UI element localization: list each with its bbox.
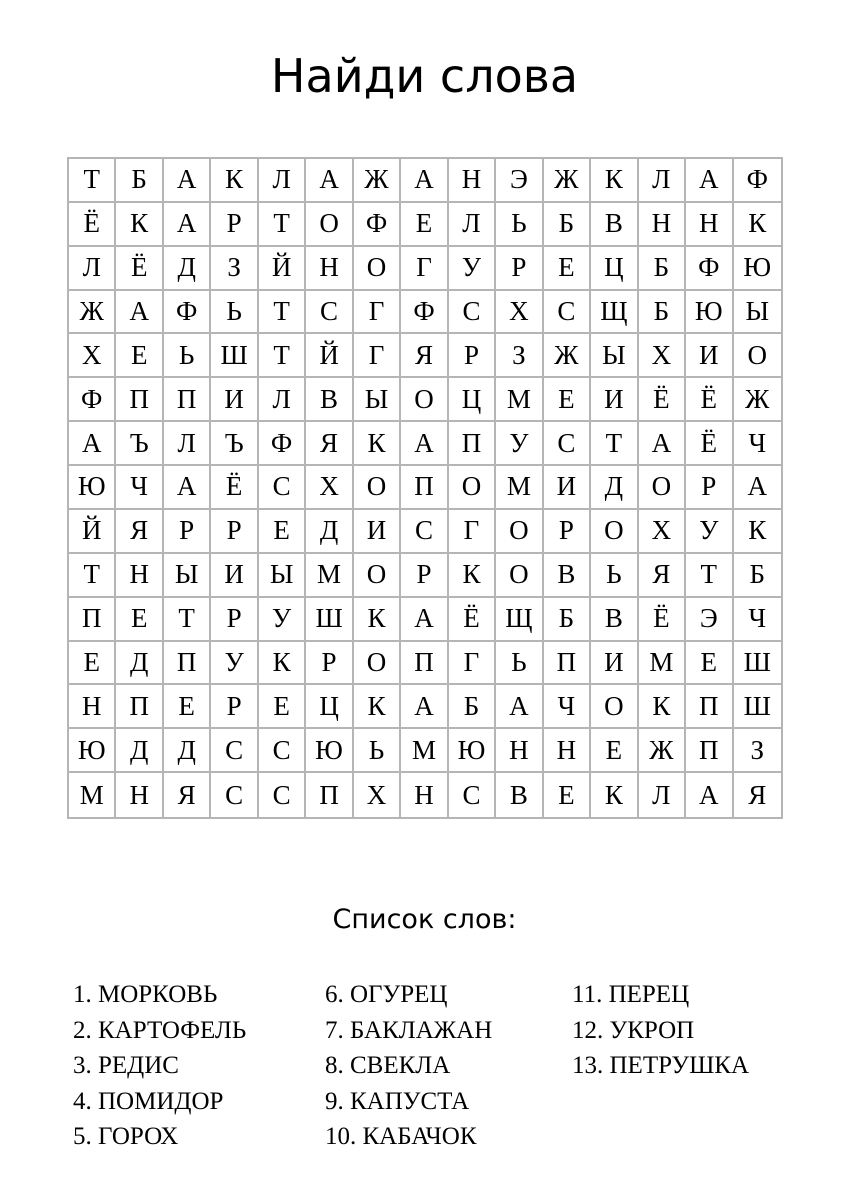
word-list-item: 10. КАБАЧОК xyxy=(325,1123,477,1150)
grid-cell: Ж xyxy=(354,159,401,203)
grid-cell: П xyxy=(686,729,733,773)
grid-cell: Х xyxy=(69,334,116,378)
grid-cell: Ф xyxy=(401,291,448,335)
grid-cell: И xyxy=(591,378,638,422)
grid-cell: Т xyxy=(259,203,306,247)
grid-cell: К xyxy=(354,685,401,729)
grid-cell: Ы xyxy=(734,291,781,335)
word-list-item: 2. КАРТОФЕЛЬ xyxy=(73,1016,247,1044)
grid-cell: П xyxy=(69,598,116,642)
grid-cell: Р xyxy=(401,554,448,598)
grid-cell: Н xyxy=(401,773,448,817)
grid-cell: Ж xyxy=(734,378,781,422)
grid-cell: С xyxy=(306,291,353,335)
grid-cell: И xyxy=(544,466,591,510)
grid-cell: А xyxy=(164,159,211,203)
grid-cell: У xyxy=(496,422,543,466)
grid-cell: Ё xyxy=(211,466,258,510)
grid-cell: Д xyxy=(116,729,163,773)
grid-cell: К xyxy=(449,554,496,598)
word-list-item: 11. ПЕРЕЦ xyxy=(572,981,690,1008)
grid-cell: Я xyxy=(639,554,686,598)
grid-cell: Д xyxy=(306,510,353,554)
grid-cell: Н xyxy=(496,729,543,773)
grid-cell: Ф xyxy=(734,159,781,203)
grid-cell: О xyxy=(354,642,401,686)
grid-cell: М xyxy=(306,554,353,598)
grid-cell: Ч xyxy=(734,422,781,466)
grid-cell: Ё xyxy=(116,247,163,291)
grid-cell: Ё xyxy=(639,378,686,422)
grid-cell: Э xyxy=(686,598,733,642)
grid-cell: Т xyxy=(259,291,306,335)
grid-cell: П xyxy=(164,378,211,422)
grid-cell: К xyxy=(116,203,163,247)
grid-cell: М xyxy=(69,773,116,817)
grid-cell: Д xyxy=(116,642,163,686)
grid-cell: С xyxy=(211,729,258,773)
grid-cell: Ш xyxy=(211,334,258,378)
grid-cell: Ё xyxy=(449,598,496,642)
word-list-title: Список слов: xyxy=(332,904,517,935)
grid-cell: А xyxy=(69,422,116,466)
grid-cell: Р xyxy=(306,642,353,686)
word-list-item: 12. УКРОП xyxy=(572,1016,695,1044)
grid-cell: О xyxy=(401,378,448,422)
grid-cell: Р xyxy=(211,598,258,642)
grid-cell: Р xyxy=(164,510,211,554)
grid-cell: Е xyxy=(164,685,211,729)
grid-cell: О xyxy=(354,247,401,291)
word-list-column-1 xyxy=(73,977,246,1155)
grid-cell: Г xyxy=(449,510,496,554)
grid-cell: Ш xyxy=(734,642,781,686)
grid-cell: Л xyxy=(69,247,116,291)
grid-cell: Т xyxy=(69,159,116,203)
grid-cell: Щ xyxy=(496,598,543,642)
page-title: Найди слова xyxy=(270,49,579,103)
grid-cell: Я xyxy=(401,334,448,378)
grid-cell: У xyxy=(211,642,258,686)
grid-cell: Т xyxy=(591,422,638,466)
grid-cell: П xyxy=(544,642,591,686)
grid-cell: М xyxy=(496,466,543,510)
grid-cell: П xyxy=(686,685,733,729)
grid-cell: Л xyxy=(259,159,306,203)
grid-cell: Р xyxy=(496,247,543,291)
grid-cell: Е xyxy=(544,247,591,291)
grid-cell: А xyxy=(401,422,448,466)
word-list-item: 13. ПЕТРУШКА xyxy=(572,1052,750,1079)
grid-cell: Б xyxy=(449,685,496,729)
grid-cell: Е xyxy=(544,378,591,422)
grid-cell: Г xyxy=(354,334,401,378)
grid-cell: Д xyxy=(591,466,638,510)
grid-cell: Ц xyxy=(306,685,353,729)
grid-cell: К xyxy=(211,159,258,203)
word-list-item: 6. ОГУРЕЦ xyxy=(325,981,448,1008)
grid-cell: А xyxy=(401,159,448,203)
grid-cell: Ю xyxy=(69,466,116,510)
grid-cell: Е xyxy=(116,334,163,378)
grid-cell: О xyxy=(496,510,543,554)
grid-cell: Н xyxy=(544,729,591,773)
grid-cell: Ь xyxy=(211,291,258,335)
grid-cell: Р xyxy=(211,510,258,554)
grid-cell: Х xyxy=(354,773,401,817)
grid-cell: Б xyxy=(544,598,591,642)
grid-cell: П xyxy=(164,642,211,686)
grid-cell: Р xyxy=(686,466,733,510)
grid-cell: Й xyxy=(69,510,116,554)
grid-cell: Е xyxy=(69,642,116,686)
grid-cell: С xyxy=(449,291,496,335)
word-list-item: 8. СВЕКЛА xyxy=(325,1052,451,1079)
grid-cell: Ж xyxy=(544,334,591,378)
grid-cell: А xyxy=(639,422,686,466)
grid-cell: С xyxy=(259,466,306,510)
grid-cell: Н xyxy=(686,203,733,247)
grid-cell: Ш xyxy=(734,685,781,729)
grid-cell: Й xyxy=(259,247,306,291)
grid-cell: З xyxy=(211,247,258,291)
grid-cell: Ь xyxy=(591,554,638,598)
grid-cell: А xyxy=(401,685,448,729)
grid-cell: Ё xyxy=(686,378,733,422)
grid-cell: Ч xyxy=(544,685,591,729)
grid-cell: Ч xyxy=(734,598,781,642)
grid-cell: З xyxy=(496,334,543,378)
grid-cell: Н xyxy=(449,159,496,203)
grid-cell: Ь xyxy=(496,203,543,247)
grid-cell: Я xyxy=(748,779,767,810)
grid-cell: Б xyxy=(639,247,686,291)
grid-cell: К xyxy=(354,598,401,642)
grid-cell: В xyxy=(496,773,543,817)
word-list-item: 1. МОРКОВЬ xyxy=(73,981,218,1008)
grid-cell: Е xyxy=(401,203,448,247)
grid-cell: Т xyxy=(164,598,211,642)
grid-cell: Л xyxy=(639,159,686,203)
grid-cell: Ф xyxy=(686,247,733,291)
grid-cell: К xyxy=(259,642,306,686)
grid-cell: Ы xyxy=(259,554,306,598)
grid-cell: К xyxy=(591,773,638,817)
grid-cell: А xyxy=(401,598,448,642)
grid-cell: Ю xyxy=(449,729,496,773)
grid-cell: С xyxy=(401,510,448,554)
grid-cell: Э xyxy=(496,159,543,203)
grid-cell: Ы xyxy=(591,334,638,378)
grid-cell: Н xyxy=(116,773,163,817)
grid-cell: Х xyxy=(639,334,686,378)
grid-cell: И xyxy=(211,378,258,422)
grid-cell: Т xyxy=(69,554,116,598)
grid-cell: Г xyxy=(354,291,401,335)
grid-cell: Л xyxy=(449,203,496,247)
grid-cell: Я xyxy=(116,510,163,554)
grid-cell: Ж xyxy=(639,729,686,773)
grid-cell: О xyxy=(306,203,353,247)
grid-cell: О xyxy=(591,685,638,729)
grid-cell: Т xyxy=(686,554,733,598)
grid-cell: А xyxy=(116,291,163,335)
grid-cell: Ю xyxy=(306,729,353,773)
grid-cell: П xyxy=(306,773,353,817)
grid-cell: С xyxy=(449,773,496,817)
grid-cell: Е xyxy=(116,598,163,642)
grid-cell: П xyxy=(116,685,163,729)
grid-cell: Г xyxy=(401,247,448,291)
grid-cell: Б xyxy=(116,159,163,203)
grid-cell: Е xyxy=(686,642,733,686)
grid-cell: О xyxy=(639,466,686,510)
grid-cell: Ц xyxy=(591,247,638,291)
grid-cell: О xyxy=(496,554,543,598)
word-search-grid xyxy=(67,157,783,819)
grid-cell: К xyxy=(734,510,781,554)
grid-cell: Е xyxy=(259,685,306,729)
grid-cell: Ф xyxy=(259,422,306,466)
grid-cell: И xyxy=(591,642,638,686)
grid-cell: В xyxy=(306,378,353,422)
grid-cell: А xyxy=(496,685,543,729)
grid-cell: Ш xyxy=(306,598,353,642)
grid-cell: Ё xyxy=(686,422,733,466)
grid-cell: О xyxy=(354,466,401,510)
grid-cell: Ъ xyxy=(211,422,258,466)
grid-cell: М xyxy=(639,642,686,686)
grid-cell: П xyxy=(401,466,448,510)
grid-cell: А xyxy=(306,159,353,203)
grid-cell: У xyxy=(449,247,496,291)
grid-cell: Л xyxy=(259,378,306,422)
grid-cell: Я xyxy=(164,773,211,817)
grid-cell: В xyxy=(591,203,638,247)
grid-cell: Ц xyxy=(449,378,496,422)
word-list-item: 9. КАПУСТА xyxy=(325,1087,470,1115)
grid-cell: В xyxy=(544,554,591,598)
grid-cell: Ю xyxy=(734,247,781,291)
grid-cell: У xyxy=(259,598,306,642)
word-list-item: 5. ГОРОХ xyxy=(73,1123,179,1150)
grid-cell: С xyxy=(211,773,258,817)
grid-cell: Ф xyxy=(354,203,401,247)
grid-cell: М xyxy=(401,729,448,773)
grid-cell: П xyxy=(449,422,496,466)
grid-cell: Е xyxy=(591,729,638,773)
grid-cell: В xyxy=(591,598,638,642)
grid-cell: Ж xyxy=(544,159,591,203)
grid-cell: Ы xyxy=(164,554,211,598)
grid-cell: С xyxy=(259,773,306,817)
grid-cell: Р xyxy=(544,510,591,554)
grid-cell: К xyxy=(639,685,686,729)
grid-cell: И xyxy=(211,554,258,598)
grid-cell: П xyxy=(401,642,448,686)
grid-cell: Ь xyxy=(496,642,543,686)
grid-cell: С xyxy=(544,291,591,335)
word-list-item: 3. РЕДИС xyxy=(73,1052,179,1079)
word-list-column-3 xyxy=(572,977,749,1084)
grid-cell: Ы xyxy=(354,378,401,422)
word-list-column-2 xyxy=(325,977,492,1155)
grid-cell: К xyxy=(354,422,401,466)
grid-cell: К xyxy=(734,203,781,247)
grid-cell: Х xyxy=(496,291,543,335)
grid-cell: Б xyxy=(734,554,781,598)
word-list-item: 7. БАКЛАЖАН xyxy=(325,1016,493,1044)
grid-cell: А xyxy=(686,159,733,203)
grid-cell: Ю xyxy=(69,729,116,773)
grid-cell: М xyxy=(496,378,543,422)
grid-cell: Я xyxy=(306,422,353,466)
grid-cell: И xyxy=(686,334,733,378)
grid-cell: И xyxy=(354,510,401,554)
grid-cell: А xyxy=(686,773,733,817)
grid-cell: Ъ xyxy=(116,422,163,466)
grid-cell: Ф xyxy=(164,291,211,335)
grid-cell: Х xyxy=(639,510,686,554)
grid-cell: У xyxy=(686,510,733,554)
grid-cell: Н xyxy=(69,685,116,729)
grid-cell: Л xyxy=(639,773,686,817)
grid-cell: А xyxy=(164,466,211,510)
grid-cell: Ь xyxy=(354,729,401,773)
grid-cell: Н xyxy=(639,203,686,247)
grid-cell: Ё xyxy=(69,203,116,247)
grid-cell: Ф xyxy=(69,378,116,422)
grid-cell: О xyxy=(354,554,401,598)
grid-cell: Б xyxy=(544,203,591,247)
grid-cell: К xyxy=(591,159,638,203)
grid-cell: Е xyxy=(259,510,306,554)
grid-cell: Р xyxy=(211,203,258,247)
grid-cell: Р xyxy=(211,685,258,729)
grid-cell: Ч xyxy=(116,466,163,510)
grid-cell: А xyxy=(164,203,211,247)
grid-cell: Й xyxy=(306,334,353,378)
grid-cell: Ё xyxy=(639,598,686,642)
grid-cell: Н xyxy=(306,247,353,291)
grid-cell: Л xyxy=(164,422,211,466)
grid-cell: Б xyxy=(639,291,686,335)
grid-cell: Д xyxy=(164,729,211,773)
grid-cell: З xyxy=(734,729,781,773)
grid-cell: С xyxy=(544,422,591,466)
grid-cell: Ж xyxy=(69,291,116,335)
grid-cell: Г xyxy=(449,642,496,686)
grid-cell: Н xyxy=(116,554,163,598)
word-list-item: 4. ПОМИДОР xyxy=(73,1087,224,1115)
grid-cell: С xyxy=(259,729,306,773)
grid-cell: П xyxy=(116,378,163,422)
grid-cell: Щ xyxy=(591,291,638,335)
grid-cell: Е xyxy=(544,773,591,817)
grid-cell: О xyxy=(734,334,781,378)
grid-cell: Т xyxy=(259,334,306,378)
grid-cell: Ю xyxy=(686,291,733,335)
grid-cell: О xyxy=(591,510,638,554)
grid-cell: Р xyxy=(449,334,496,378)
grid-cell: О xyxy=(449,466,496,510)
grid-cell: Ь xyxy=(164,334,211,378)
grid-cell: Д xyxy=(164,247,211,291)
grid-cell: Х xyxy=(306,466,353,510)
grid-cell: А xyxy=(734,466,781,510)
